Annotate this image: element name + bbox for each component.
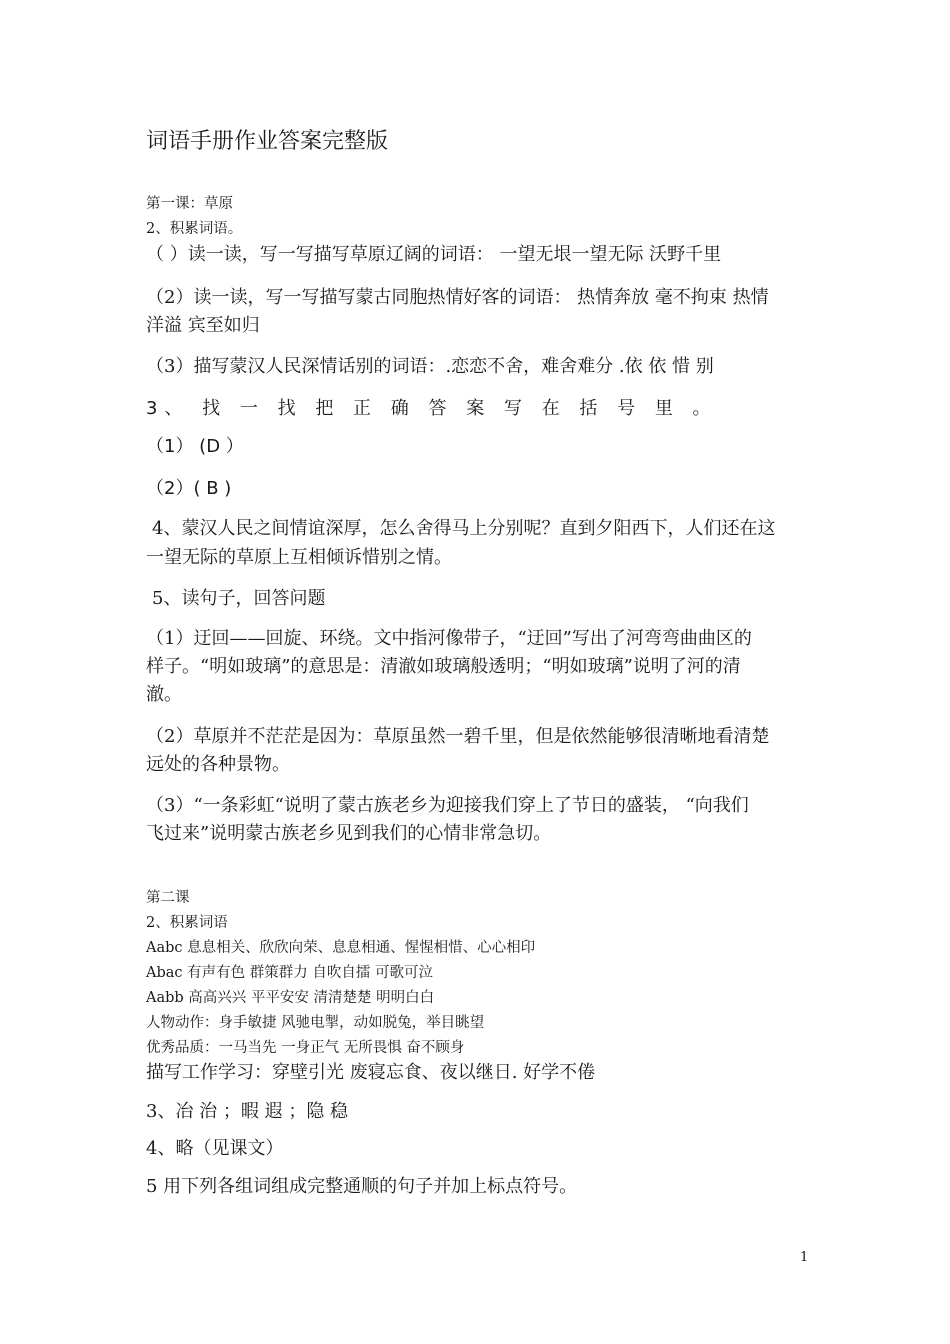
text-line: （1） (D ） — [146, 436, 244, 457]
document-title: 词语手册作业答案完整版 — [146, 129, 389, 154]
text-line: 优秀品质：一马当先 一身正气 无所畏惧 奋不顾身 — [146, 1040, 465, 1056]
text-line: 样子。“明如玻璃”的意思是：清澈如玻璃般透明；“明如玻璃”说明了河的清 — [146, 656, 741, 677]
text-line: 描写工作学习：穿壁引光 废寝忘食、夜以继日. 好学不倦 — [146, 1062, 596, 1083]
text-line: 澈。 — [146, 684, 182, 705]
text-line: （1）迂回——回旋、环绕。文中指河像带子，“迂回”写出了河弯弯曲曲区的 — [146, 628, 752, 649]
text-line: 人物动作：身手敏捷 风驰电掣，动如脱兔，举目眺望 — [146, 1015, 485, 1031]
text-line: 远处的各种景物。 — [146, 754, 290, 775]
text-line: Abac 有声有色 群策群力 自吹自擂 可歌可泣 — [146, 965, 433, 981]
text-line: （2）( B ) — [146, 478, 232, 499]
text-line: Aabc 息息相关、欣欣向荣、息息相通、惺惺相惜、心心相印 — [146, 940, 536, 956]
lesson1-heading: 第一课：草原 — [146, 196, 233, 212]
text-line: （2）读一读，写一写描写蒙古同胞热情好客的词语： 热情奔放 毫不拘束 热情 — [146, 287, 769, 308]
text-line: 2、积累词语 — [146, 915, 228, 931]
page-number: 1 — [800, 1250, 809, 1265]
text-line: （2）草原并不茫茫是因为：草原虽然一碧千里，但是依然能够很清晰地看清楚 — [146, 726, 770, 747]
text-line: 2、积累词语。 — [146, 221, 243, 237]
text-line: （ ）读一读，写一写描写草原辽阔的词语： 一望无垠一望无际 沃野千里 — [146, 244, 722, 265]
text-line: 4、蒙汉人民之间情谊深厚，怎么舍得马上分别呢？直到夕阳西下，人们还在这 — [152, 518, 776, 539]
lesson2-heading: 第二课 — [146, 890, 190, 906]
text-line: 4、略（见课文） — [146, 1138, 284, 1159]
text-line: （3）描写蒙汉人民深情话别的词语：.恋恋不舍，难舍难分 .依 依 惜 别 — [146, 356, 714, 377]
text-line: 5 用下列各组词组成完整通顺的句子并加上标点符号。 — [146, 1176, 578, 1197]
text-line: 5、读句子，回答问题 — [152, 588, 326, 609]
text-line: 一望无际的草原上互相倾诉惜别之情。 — [146, 547, 452, 568]
text-line: （3）“一条彩虹“说明了蒙古族老乡为迎接我们穿上了节日的盛装， “向我们 — [146, 795, 749, 816]
text-line: Aabb 高高兴兴 平平安安 清清楚楚 明明白白 — [146, 990, 435, 1006]
text-line: 飞过来”说明蒙古族老乡见到我们的心情非常急切。 — [146, 823, 552, 844]
text-line: 3、冶 治 ；暇 遐 ；隐 稳 — [146, 1101, 349, 1122]
text-line: 洋溢 宾至如归 — [146, 315, 260, 336]
text-line: 3、 找 一 找 把 正 确 答 案 写 在 括 号 里 。 — [146, 398, 718, 419]
